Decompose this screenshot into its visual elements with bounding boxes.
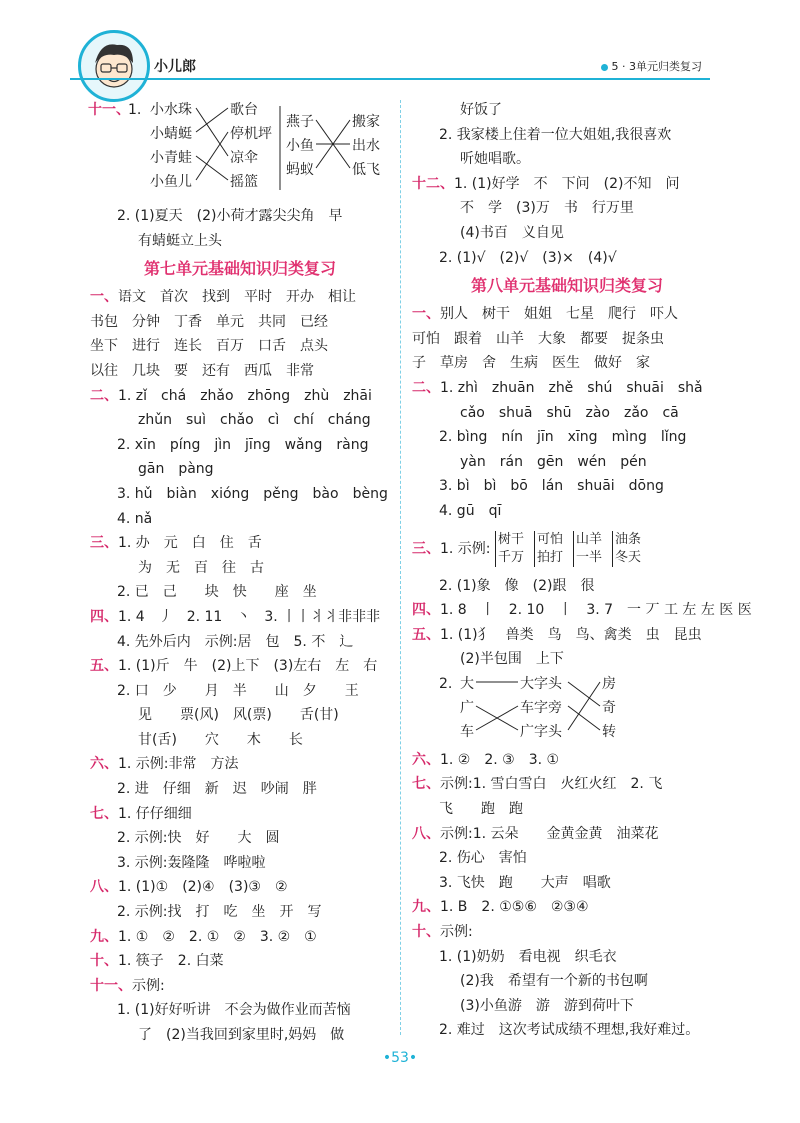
answer-text: 1. 仔仔细细 xyxy=(118,805,192,822)
section-marker: 七、 xyxy=(90,805,118,822)
answer-text: 2. 口 少 月 半 山 夕 王 xyxy=(117,682,359,699)
answer-text: 语文 首次 找到 平时 开办 相让 xyxy=(118,289,356,306)
answer-text: 以往 几块 要 还有 西瓜 非常 xyxy=(90,362,314,379)
section-marker: 五、 xyxy=(90,658,118,675)
answer-text: 可怕 跟着 山羊 大象 都要 捉条虫 xyxy=(412,330,664,347)
left-answer-list xyxy=(90,285,390,1047)
answer-text: 1. 8 丨 2. 10 丨 3. 7 一 丆 工 左 左 医 医 xyxy=(440,602,752,619)
pair-word: 冬天 xyxy=(615,549,642,565)
answer-text: 1. ① ② 2. ① ② 3. ② ① xyxy=(118,928,317,945)
answer-text: 1. 办 元 白 住 舌 xyxy=(118,535,262,552)
answer-line xyxy=(90,777,390,802)
pair-word: 一半 xyxy=(576,549,603,565)
answer-text: 1. (1)① (2)④ (3)③ ② xyxy=(118,879,288,896)
answer-text: gān pàng xyxy=(138,461,214,478)
answer-line xyxy=(412,196,722,221)
answer-text: 4. 先外后内 示例:居 包 5. 不 辶 xyxy=(117,633,354,650)
answer-text: (2)我 希望有一个新的书包啊 xyxy=(460,973,648,990)
section-marker: 十一、 xyxy=(88,102,130,118)
page-number: •53• xyxy=(382,1050,418,1066)
answer-line xyxy=(412,327,722,352)
section-marker: 七、 xyxy=(412,776,440,793)
section-marker: 三、 xyxy=(90,535,118,552)
answer-line xyxy=(90,482,390,507)
word-pair xyxy=(612,531,641,567)
answer-line xyxy=(90,949,390,974)
answer-line xyxy=(412,376,722,401)
answer-line xyxy=(90,507,390,532)
unit-7-title: 第七单元基础知识归类复习 xyxy=(143,259,336,279)
answer-text: 1. 筷子 2. 白菜 xyxy=(118,953,224,970)
section-marker: 十、 xyxy=(412,924,440,941)
section-marker: 十一、 xyxy=(90,977,132,994)
series-text: 5 · 3单元归类复习 xyxy=(611,60,702,73)
pairs-prefix: 1. 示例: xyxy=(440,540,491,557)
boy-face-icon xyxy=(81,33,147,99)
pairs-row xyxy=(412,524,722,574)
answer-text: 1. zǐ chá zhǎo zhōng zhù zhāi xyxy=(118,387,372,404)
pair-word: 千万 xyxy=(497,549,524,565)
answer-text: 飞 跑 跑 xyxy=(439,801,523,818)
answer-line xyxy=(412,98,722,123)
answer-line xyxy=(412,147,722,172)
answer-text: 示例:1. 雪白雪白 火红火红 2. 飞 xyxy=(440,776,663,793)
section-marker: 五、 xyxy=(412,626,440,643)
match-left-a: 小水珠 xyxy=(150,102,192,118)
section-marker: 二、 xyxy=(90,387,118,404)
item-number: 2. xyxy=(439,675,453,692)
match-character: 房 xyxy=(602,675,616,692)
answer-line xyxy=(412,772,722,797)
answer-text: 2. 我家楼上住着一位大姐姐,我很喜欢 xyxy=(439,126,672,143)
right-after3-list xyxy=(412,574,752,672)
match-radical-name: 车字旁 xyxy=(520,699,562,716)
answer-text: 为 无 百 往 古 xyxy=(138,559,264,576)
answer-text: 2. 已 己 块 快 座 坐 xyxy=(117,584,317,601)
answer-line xyxy=(90,580,390,605)
section-marker: 四、 xyxy=(90,608,118,625)
answer-line xyxy=(412,846,722,871)
answer-line xyxy=(90,875,390,900)
answer-line xyxy=(90,605,390,630)
answer-text: (4)书百 义自见 xyxy=(460,224,564,241)
answer-text: 了 (2)当我回到家里时,妈妈 做 xyxy=(138,1027,345,1043)
matching-exercise-11 xyxy=(90,98,390,204)
match-left-a: 小鱼儿 xyxy=(150,174,192,190)
answer-line: 2. (1)夏天 (2)小荷才露尖尖角 早 xyxy=(117,208,343,224)
word-pair xyxy=(573,531,602,567)
answer-text: 2. 示例:快 好 大 圆 xyxy=(117,830,280,847)
match-right-a: 凉伞 xyxy=(230,150,258,166)
section-marker: 八、 xyxy=(412,825,440,842)
answer-line xyxy=(90,654,390,679)
answer-line xyxy=(412,221,722,246)
column-divider xyxy=(400,100,401,1035)
match-left-a: 小蜻蜓 xyxy=(150,126,192,142)
word-pair xyxy=(534,531,563,567)
answer-line xyxy=(90,384,390,409)
answer-line xyxy=(412,895,722,920)
answer-text: 示例: xyxy=(132,977,165,994)
answer-line xyxy=(412,623,722,648)
answer-line xyxy=(90,679,390,704)
match-left-b: 蚂蚁 xyxy=(286,162,314,178)
answer-line xyxy=(412,822,722,847)
answer-text: 坐下 进行 连长 百万 口舌 点头 xyxy=(90,338,328,355)
answer-line xyxy=(412,401,722,426)
answer-text: 书包 分钟 丁香 单元 共同 已经 xyxy=(90,313,328,330)
answer-text: 1. (1)好好听讲 不会为做作业而苦恼 xyxy=(117,1002,351,1019)
answer-line xyxy=(412,920,722,945)
section-marker: 十、 xyxy=(90,953,118,970)
match-right-a: 停机坪 xyxy=(230,126,272,142)
answer-text: yàn rán gēn wén pén xyxy=(460,453,647,470)
answer-line xyxy=(90,285,390,310)
match-right-a: 摇篮 xyxy=(230,174,258,190)
answer-text: 2. 示例:找 打 吃 坐 开 写 xyxy=(117,904,322,921)
brand-name: 小儿郎 xyxy=(154,59,196,75)
section-marker: 九、 xyxy=(412,899,440,916)
answer-text: 3. 示例:轰隆隆 哗啦啦 xyxy=(117,854,266,871)
answer-line xyxy=(412,647,722,672)
answer-text: 2. xīn píng jìn jīng wǎng ràng xyxy=(117,436,369,453)
answer-line xyxy=(90,531,390,556)
pair-word: 可怕 xyxy=(537,531,564,547)
match-radical: 车 xyxy=(460,723,474,740)
section-marker: 一、 xyxy=(90,289,118,306)
mascot-logo xyxy=(78,30,150,102)
answer-line xyxy=(90,408,390,433)
answer-line xyxy=(412,574,722,599)
answer-line xyxy=(90,998,390,1023)
match-lines xyxy=(412,672,712,748)
match-character: 奇 xyxy=(602,699,616,716)
section-marker: 八、 xyxy=(90,879,118,896)
item-number: 1. xyxy=(128,102,142,118)
right-mid-list xyxy=(412,302,722,523)
answer-line xyxy=(90,703,390,728)
answer-text: 示例:1. 云朵 金黄金黄 油菜花 xyxy=(440,825,659,842)
answer-text: cǎo shuā shū zào zǎo cā xyxy=(460,404,679,421)
answer-line xyxy=(412,994,722,1019)
answer-text: 4. nǎ xyxy=(117,510,153,527)
answer-line xyxy=(412,474,722,499)
match-right-b: 搬家 xyxy=(352,114,380,130)
answer-line xyxy=(90,826,390,851)
answer-line xyxy=(412,351,722,376)
answer-text: 1. (1)奶奶 看电视 织毛衣 xyxy=(439,948,617,965)
answer-text: 1. (1)好学 不 下问 (2)不知 问 xyxy=(454,175,680,192)
answer-line xyxy=(412,246,722,271)
pair-word: 油条 xyxy=(615,531,642,547)
answer-line xyxy=(90,851,390,876)
answer-line xyxy=(90,925,390,950)
answer-text: 3. bì bì bō lán shuāi dōng xyxy=(439,478,664,495)
bullet-icon xyxy=(601,64,608,71)
answer-line xyxy=(90,1023,390,1048)
answer-text: 1. 4 丿 2. 11 丶 3. 丨丨丬丬非非非 xyxy=(118,608,381,625)
answer-line xyxy=(412,302,722,327)
answer-text: 2. bìng nín jīn xīng mìng lǐng xyxy=(439,429,687,446)
answer-line xyxy=(90,900,390,925)
match-radical: 大 xyxy=(460,675,474,692)
answer-line xyxy=(90,556,390,581)
answer-text: 3. hǔ biàn xióng pěng bào bèng xyxy=(117,485,388,502)
section-marker: 三、 xyxy=(412,540,440,557)
radical-matching xyxy=(412,672,722,748)
match-left-a: 小青蛙 xyxy=(150,150,192,166)
answer-line xyxy=(412,123,722,148)
right-top-list xyxy=(412,98,722,270)
match-left-b: 小鱼 xyxy=(286,138,314,154)
answer-line xyxy=(412,748,722,773)
answer-text: 2. 伤心 害怕 xyxy=(439,850,527,867)
answer-text: 1. zhì zhuān zhě shú shuāi shǎ xyxy=(440,379,703,396)
answer-text: 1. 示例:非常 方法 xyxy=(118,756,239,773)
answer-text: 听她唱歌。 xyxy=(460,151,530,168)
section-marker: 六、 xyxy=(90,756,118,773)
answer-line xyxy=(90,310,390,335)
answer-text: 2. (1)象 像 (2)跟 很 xyxy=(439,577,595,594)
answer-text: 好饭了 xyxy=(460,102,502,118)
right-bottom-list xyxy=(412,748,722,1043)
answer-line xyxy=(412,172,722,197)
answer-text: 3. 飞快 跑 大声 唱歌 xyxy=(439,874,611,891)
answer-line xyxy=(90,728,390,753)
pair-word: 拍打 xyxy=(537,549,564,565)
answer-text: 子 草房 舍 生病 医生 做好 家 xyxy=(412,355,650,372)
pair-word: 山羊 xyxy=(576,531,603,547)
match-radical-name: 广字头 xyxy=(520,723,562,740)
match-radical-name: 大字头 xyxy=(520,675,562,692)
answer-line xyxy=(412,969,722,994)
answer-line xyxy=(412,797,722,822)
answer-text: 1. B 2. ①⑤⑥ ②③④ xyxy=(440,899,589,916)
match-radical: 广 xyxy=(460,699,474,716)
answer-text: zhǔn suì chǎo cì chí cháng xyxy=(138,412,371,429)
match-right-b: 出水 xyxy=(352,138,380,154)
answer-line xyxy=(90,802,390,827)
match-right-a: 歌台 xyxy=(230,102,258,118)
answer-line xyxy=(90,334,390,359)
answer-line xyxy=(90,752,390,777)
section-marker: 一、 xyxy=(412,306,440,323)
answer-text: 4. gū qī xyxy=(439,502,502,519)
answer-line: 有蜻蜓立上头 xyxy=(138,232,222,249)
match-lines xyxy=(90,98,390,204)
answer-line xyxy=(412,1018,722,1043)
answer-text: 1. (1)犭 兽类 鸟 鸟、禽类 虫 昆虫 xyxy=(440,626,702,643)
answer-text: 见 票(风) 风(票) 舌(甘) xyxy=(138,707,339,724)
pair-word: 树干 xyxy=(497,531,524,547)
answer-line xyxy=(412,871,722,896)
answer-line xyxy=(412,499,722,524)
answer-text: 示例: xyxy=(440,924,473,941)
match-character: 转 xyxy=(602,723,616,740)
answer-text: 别人 树干 姐姐 七星 爬行 吓人 xyxy=(440,306,678,323)
section-marker: 二、 xyxy=(412,379,440,396)
answer-line xyxy=(90,359,390,384)
left-column xyxy=(90,98,390,1048)
answer-line xyxy=(90,457,390,482)
answer-text: 2. 难过 这次考试成绩不理想,我好难过。 xyxy=(439,1022,700,1039)
series-label xyxy=(601,58,703,74)
answer-text: 甘(舌) 穴 木 长 xyxy=(138,731,303,748)
answer-line xyxy=(412,425,722,450)
header-rule xyxy=(70,78,710,80)
section-marker: 六、 xyxy=(412,751,440,768)
answer-line xyxy=(90,433,390,458)
match-left-b: 燕子 xyxy=(286,114,314,130)
unit-8-title: 第八单元基础知识归类复习 xyxy=(470,276,663,296)
answer-line xyxy=(412,945,722,970)
match-right-b: 低飞 xyxy=(352,162,380,178)
section-marker: 九、 xyxy=(90,928,118,945)
answer-line xyxy=(412,598,752,623)
right-column xyxy=(412,98,752,1043)
section-marker: 十二、 xyxy=(412,175,454,192)
answer-line xyxy=(90,630,390,655)
answer-text: 不 学 (3)万 书 行万里 xyxy=(460,200,634,217)
answer-text: (2)半包围 上下 xyxy=(460,651,564,668)
section-marker: 四、 xyxy=(412,602,440,619)
word-pair xyxy=(495,531,524,567)
answer-text: 1. (1)斤 牛 (2)上下 (3)左右 左 右 xyxy=(118,658,378,675)
answer-text: 2. 进 仔细 新 迟 吵闹 胖 xyxy=(117,781,317,798)
answer-line xyxy=(412,450,722,475)
answer-text: 1. ② 2. ③ 3. ① xyxy=(440,751,560,768)
answer-text: 2. (1)√ (2)√ (3)× (4)√ xyxy=(439,249,617,266)
answer-text: (3)小鱼游 游 游到荷叶下 xyxy=(460,997,634,1014)
answer-line xyxy=(90,974,390,999)
